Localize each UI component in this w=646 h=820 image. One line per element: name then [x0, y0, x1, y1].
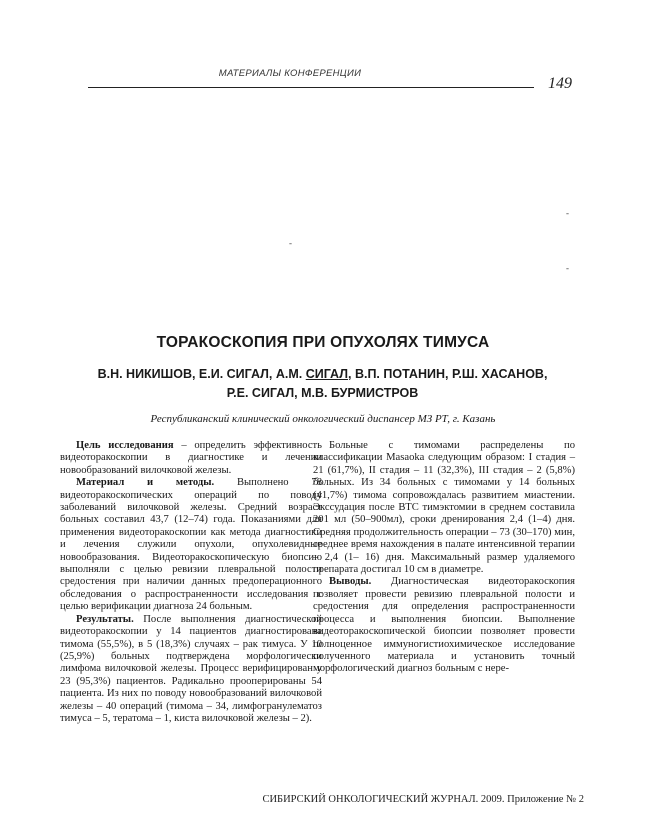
article-title: ТОРАКОСКОПИЯ ПРИ ОПУХОЛЯХ ТИМУСА — [156, 334, 490, 351]
paragraph-methods — [60, 477, 322, 613]
stray-mark: - — [289, 238, 292, 248]
paragraph-results — [60, 614, 322, 726]
paragraph-staging — [313, 440, 575, 576]
paragraph-text: Больные с тимомами распределены по классификации Masaoka следующим образом: I стадия – 21 (61,7%), II стадия – 11 (32,3%), III стадия – 2 (5,8%) больных. Из 34 больных с тимомами у 14 больных (41,7%) тимома сопровождалась развитием миастении. Экссудация после ВТС тимэктомии в среднем составила 201 мл (50–900мл), сроки дренирования 2,4 (1–4) дня. Средняя продолжительность операции – 73 (30–170) мин, среднее время нахождения в палате интенсивной терапии – 2,4 (1– 16) дня. Максимальный размер удаляемого препарата достигал 10 см в диаметре. — [313, 440, 575, 576]
paragraph-heading: Цель исследования — [76, 440, 174, 451]
authors-line1-end: , В.П. ПОТАНИН, Р.Ш. ХАСАНОВ, — [348, 367, 548, 381]
paragraph-text: Выполнено 78 видеоторакоскопических операций по поводу заболеваний вилочковой железы. Средний возраст больных составил 43,7 (12–74) года. Показаниями для применения видеоторакоскопии как метода диагностики и лечения служили опухоли, опухолевидные новообразования. Видеоторакоскопическую биопсию выполняли с целью ревизии плевральной полости средостения при наличии данных предоперационного обследования о распространенности исследования с целью верификации диагноза 24 больным. — [60, 477, 322, 613]
authors-line1-start: В.Н. НИКИШОВ, Е.И. СИГАЛ, А.М. — [97, 367, 306, 381]
authors-underlined-name: СИГАЛ — [305, 367, 348, 381]
paragraph-heading: Результаты. — [76, 613, 134, 625]
running-header: МАТЕРИАЛЫ КОНФЕРЕНЦИИ — [218, 68, 362, 79]
column-right — [313, 440, 575, 676]
affiliation: Республиканский клинический онкологический диспансер МЗ РТ, г. Казань — [150, 413, 496, 425]
paragraph-conclusions — [313, 576, 575, 675]
paragraph-aim — [60, 440, 322, 477]
paragraph-text: После выполнения диагностической видеоторакоскопии у 14 пациентов диагностирована тимома (55,5%), в 5 (18,3%) случаях – рак тимуса. У 10 (25,9%) больных подтверждена морфологически лимфома вилочковой железы. Процесс верифицирован у 23 (95,3%) пациентов. Радикально прооперированы 54 пациента. Из них по поводу новообразований вилочковой железы – 40 операций (тимома – 34, лимфогранулематоз тимуса – 5, тератома – 1, киста вилочковой железы – 2). — [60, 613, 322, 724]
authors — [45, 365, 600, 403]
paragraph-heading: Выводы. — [329, 576, 372, 588]
paragraph-text: Диагностическая видеоторакоскопия позволяет провести ревизию плевральной полости и средостения для определения распространенности процесса и выполнения биопсии. Выполнение видеоторакоскопической биопсии позволяет провести полноценное иммуногистиохимическое исследование полученного материала и установить точный морфологический диагноз больным с нере- — [313, 576, 575, 675]
header-rule — [88, 87, 534, 88]
paragraph-heading: Материал и методы. — [76, 477, 215, 489]
page-number: 149 — [548, 75, 572, 92]
journal-footer: СИБИРСКИЙ ОНКОЛОГИЧЕСКИЙ ЖУРНАЛ. 2009. Приложение № 2 — [262, 794, 584, 805]
stray-mark: - — [566, 208, 569, 218]
authors-line2: Р.Е. СИГАЛ, М.В. БУРМИСТРОВ — [226, 386, 419, 400]
paragraph-text: – определить эффективность видеоторакоскопии в диагностике и лечении новообразований вилочковой железы. — [60, 440, 322, 476]
column-left — [60, 440, 322, 725]
stray-mark: - — [566, 263, 569, 273]
